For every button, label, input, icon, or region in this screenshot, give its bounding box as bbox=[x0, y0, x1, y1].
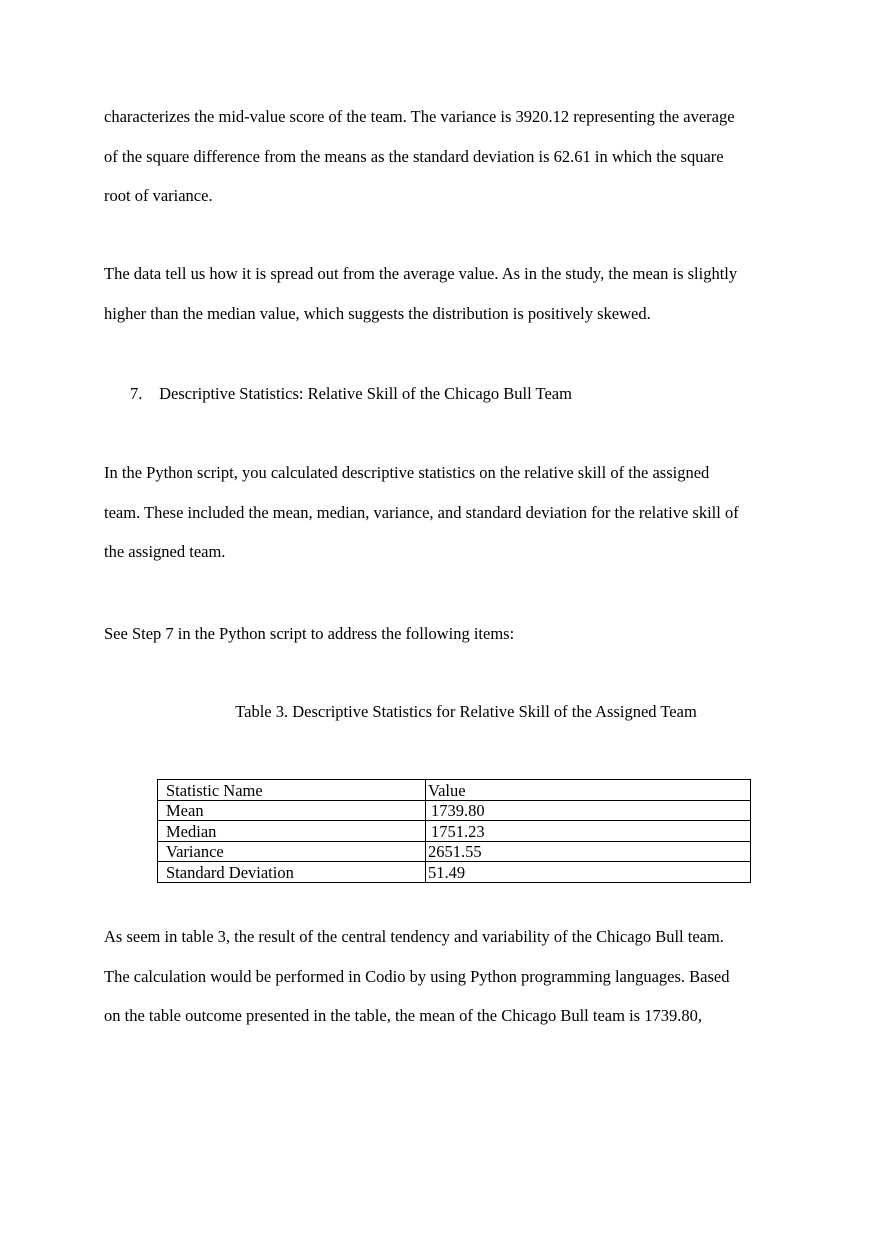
table-cell: 51.49 bbox=[426, 862, 751, 883]
table-cell: 1751.23 bbox=[426, 821, 751, 842]
paragraph-step7 bbox=[104, 614, 784, 654]
table-cell: 2651.55 bbox=[426, 841, 751, 862]
paragraph-python-script bbox=[104, 453, 784, 572]
text-line: root of variance. bbox=[104, 186, 213, 205]
table-row bbox=[158, 800, 751, 821]
section-title: Descriptive Statistics: Relative Skill of the Chicago Bull Team bbox=[159, 384, 572, 403]
table-cell: Median bbox=[158, 821, 426, 842]
text-line: See Step 7 in the Python script to address the following items: bbox=[104, 624, 515, 643]
statistics-table bbox=[157, 779, 751, 883]
table-row bbox=[158, 862, 751, 883]
text-line: As seem in table 3, the result of the central tendency and variability of the Chicago Bull team. bbox=[104, 927, 724, 946]
text-line: higher than the median value, which suggests the distribution is positively skewed. bbox=[104, 303, 651, 323]
table-cell: 1739.80 bbox=[426, 800, 751, 821]
text-line: The calculation would be performed in Codio by using Python programming languages. Based bbox=[104, 966, 730, 986]
section-heading bbox=[130, 374, 572, 414]
text-line: of the square difference from the means as the standard deviation is 62.61 in which the square bbox=[104, 146, 724, 166]
table-header-cell: Value bbox=[426, 780, 751, 801]
text-line: team. These included the mean, median, variance, and standard deviation for the relative skill of bbox=[104, 502, 739, 522]
text-line: The data tell us how it is spread out from the average value. As in the study, the mean is slightly bbox=[104, 264, 738, 283]
text-line: In the Python script, you calculated descriptive statistics on the relative skill of the assigned bbox=[104, 463, 710, 482]
table-header-row bbox=[158, 780, 751, 801]
paragraph-variance bbox=[104, 97, 784, 216]
text-line: characterizes the mid-value score of the team. The variance is 3920.12 representing the average bbox=[104, 107, 735, 126]
table-caption: Table 3. Descriptive Statistics for Relative Skill of the Assigned Team bbox=[235, 702, 697, 721]
table-header-cell: Statistic Name bbox=[158, 780, 426, 801]
table-cell: Variance bbox=[158, 841, 426, 862]
text-line: the assigned team. bbox=[104, 542, 226, 561]
table-row bbox=[158, 821, 751, 842]
section-number: 7. bbox=[130, 384, 143, 403]
paragraph-conclusion bbox=[104, 917, 784, 1036]
table-row bbox=[158, 841, 751, 862]
table-cell: Standard Deviation bbox=[158, 862, 426, 883]
text-line: on the table outcome presented in the table, the mean of the Chicago Bull team is 1739.80, bbox=[104, 1006, 702, 1025]
paragraph-skew bbox=[104, 254, 784, 333]
table-cell: Mean bbox=[158, 800, 426, 821]
